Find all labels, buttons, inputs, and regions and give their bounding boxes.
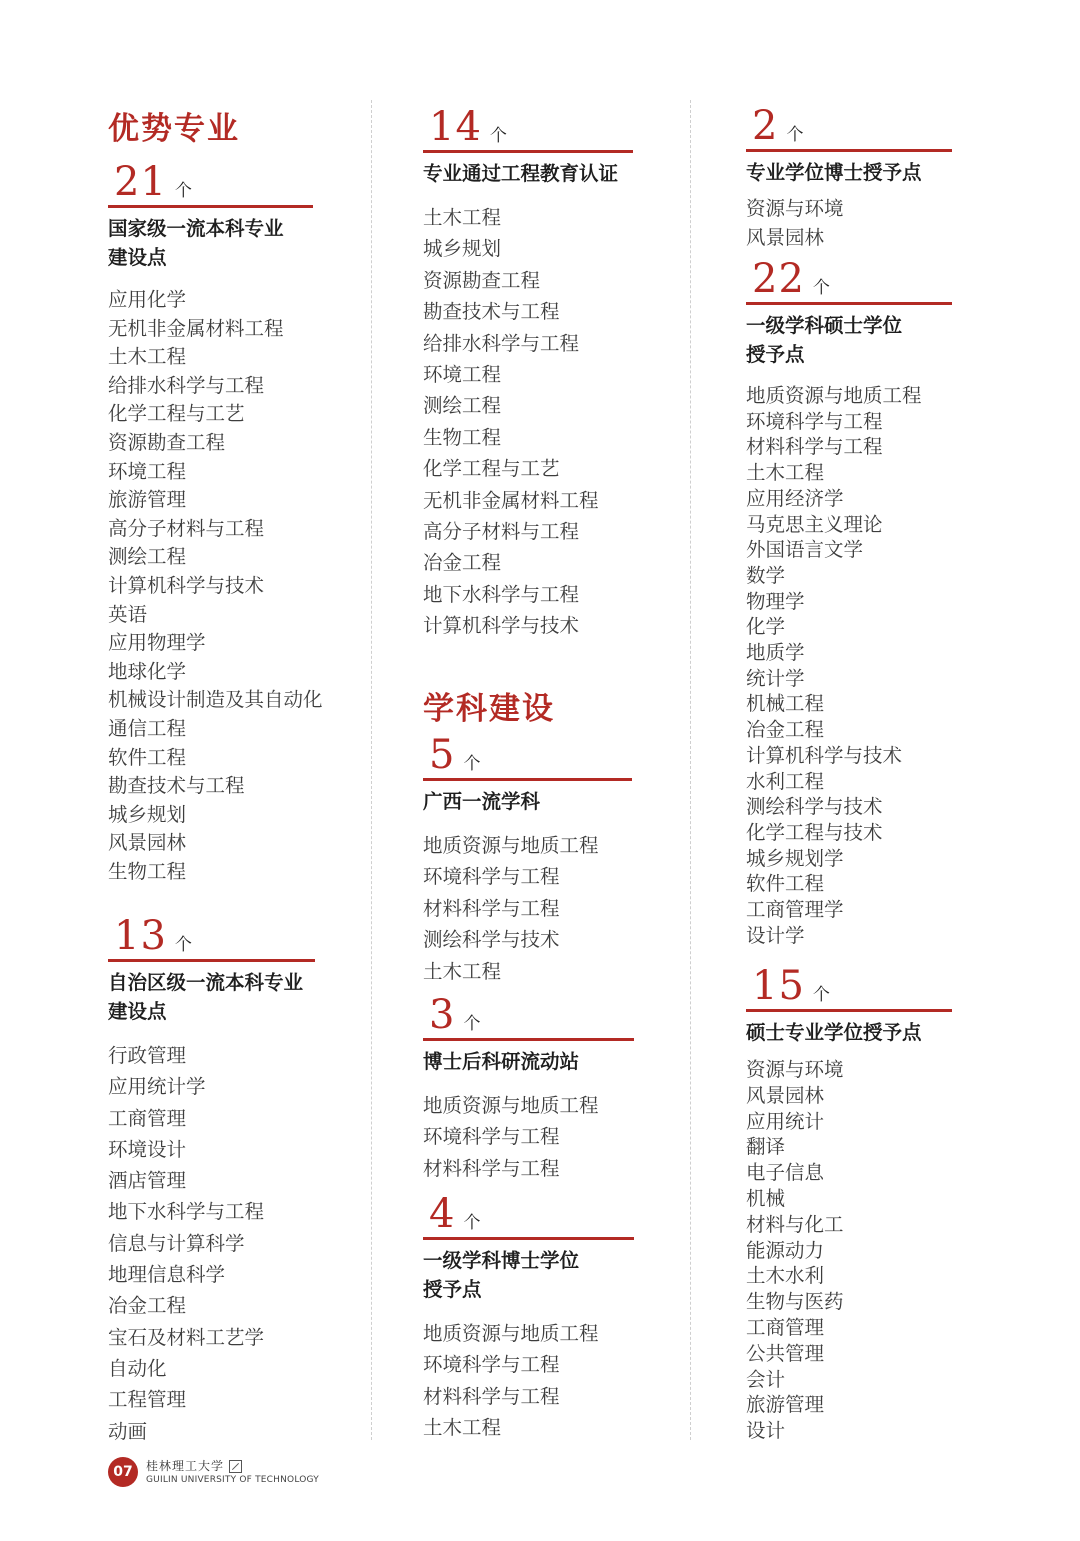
list-item: 环境科学与工程 xyxy=(423,1353,560,1377)
list-item: 工程管理 xyxy=(108,1388,187,1412)
list-item: 测绘工程 xyxy=(423,394,502,418)
list-item: 地质资源与地质工程 xyxy=(423,1094,599,1117)
list-item: 冶金工程 xyxy=(423,551,502,575)
list-item: 风景园林 xyxy=(746,225,825,249)
list-item: 土木工程 xyxy=(108,345,187,369)
count-number: 3 xyxy=(429,992,456,1038)
item-list xyxy=(423,830,632,987)
list-item: 化学 xyxy=(746,615,786,639)
count-number: 15 xyxy=(752,963,805,1009)
list-item: 土木工程 xyxy=(746,461,825,485)
count-number: 14 xyxy=(429,104,482,150)
count-row xyxy=(423,1190,634,1237)
count-row xyxy=(108,158,313,205)
list-item: 计算机科学与技术 xyxy=(423,614,580,638)
red-rule xyxy=(746,1009,952,1012)
item-list xyxy=(108,1040,315,1447)
list-item: 资源勘查工程 xyxy=(108,430,226,454)
list-item: 测绘工程 xyxy=(108,545,187,569)
list-item: 环境设计 xyxy=(108,1137,187,1161)
university-name-en: GUILIN UNIVERSITY OF TECHNOLOGY xyxy=(146,1474,319,1485)
count-unit: 个 xyxy=(174,181,192,201)
list-item: 机械工程 xyxy=(746,692,825,716)
list-item: 地下水科学与工程 xyxy=(423,582,580,606)
list-item: 高分子材料与工程 xyxy=(108,516,265,540)
page-footer xyxy=(108,1457,319,1487)
list-item: 材料科学与工程 xyxy=(423,1156,560,1180)
count-unit: 个 xyxy=(812,278,830,298)
block-postdoc-stations xyxy=(423,991,634,1184)
block-professional-master xyxy=(746,962,952,1444)
list-item: 软件工程 xyxy=(746,872,825,896)
count-unit: 个 xyxy=(463,754,481,774)
block-engineering-accreditation xyxy=(423,103,633,642)
count-unit: 个 xyxy=(174,935,192,955)
list-item: 环境科学与工程 xyxy=(746,409,883,433)
item-list xyxy=(423,1090,634,1184)
list-item: 地质资源与地质工程 xyxy=(423,834,599,857)
list-item: 高分子材料与工程 xyxy=(423,520,580,544)
list-item: 自动化 xyxy=(108,1356,167,1380)
list-item: 旅游管理 xyxy=(746,1393,825,1417)
count-row xyxy=(746,962,952,1009)
list-item: 无机非金属材料工程 xyxy=(423,488,599,512)
list-item: 统计学 xyxy=(746,666,805,690)
list-item: 地球化学 xyxy=(108,659,187,683)
list-item: 土木工程 xyxy=(423,959,502,983)
list-item: 材料科学与工程 xyxy=(423,1384,560,1408)
list-item: 地理信息科学 xyxy=(108,1263,226,1287)
list-item: 生物与医药 xyxy=(746,1290,844,1314)
item-list xyxy=(746,1057,952,1444)
count-row xyxy=(746,255,952,302)
university-label xyxy=(146,1459,319,1486)
list-item: 地下水科学与工程 xyxy=(108,1200,265,1224)
section-title-advantage: 优势专业 xyxy=(108,111,240,147)
list-item: 计算机科学与技术 xyxy=(108,573,265,597)
list-item: 环境科学与工程 xyxy=(423,1125,560,1149)
list-item: 应用经济学 xyxy=(746,486,844,510)
list-item: 土木水利 xyxy=(746,1264,825,1288)
list-item: 环境工程 xyxy=(423,363,502,387)
list-item: 工商管理 xyxy=(746,1315,825,1339)
count-number: 13 xyxy=(114,913,167,959)
list-item: 软件工程 xyxy=(108,745,187,769)
list-item: 给排水科学与工程 xyxy=(108,373,265,397)
list-item: 化学工程与工艺 xyxy=(423,457,560,481)
count-row xyxy=(108,912,315,959)
list-item: 材料与化工 xyxy=(746,1212,844,1236)
list-item: 外国语言文学 xyxy=(746,538,864,562)
list-item: 应用统计 xyxy=(746,1109,825,1133)
list-item: 翻译 xyxy=(746,1135,786,1159)
block-master-first-level xyxy=(746,255,952,948)
count-row xyxy=(746,102,952,149)
list-item: 给排水科学与工程 xyxy=(423,331,580,355)
list-item: 测绘科学与技术 xyxy=(746,795,883,819)
column-divider-1 xyxy=(371,100,372,1440)
list-item: 化学工程与工艺 xyxy=(108,402,245,426)
list-item: 马克思主义理论 xyxy=(746,512,883,536)
list-item: 机械 xyxy=(746,1186,786,1210)
list-item: 材料科学与工程 xyxy=(423,896,560,920)
list-item: 信息与计算科学 xyxy=(108,1231,245,1255)
block-guangxi-first-class xyxy=(423,731,632,987)
red-rule xyxy=(423,1237,634,1240)
count-row xyxy=(423,731,632,778)
item-list xyxy=(108,286,323,886)
list-item: 设计 xyxy=(746,1419,786,1443)
block-professional-doctoral xyxy=(746,102,952,252)
list-item: 资源与环境 xyxy=(746,1058,844,1081)
list-item: 勘查技术与工程 xyxy=(423,300,560,324)
list-item: 工商管理 xyxy=(108,1106,187,1130)
list-item: 动画 xyxy=(108,1419,148,1443)
count-row xyxy=(423,991,634,1038)
list-item: 城乡规划 xyxy=(108,802,187,826)
list-item: 生物工程 xyxy=(108,859,187,883)
block-doctoral-first-level xyxy=(423,1190,634,1444)
list-item: 城乡规划学 xyxy=(746,846,844,870)
count-row xyxy=(423,103,633,150)
block-title: 国家级一流本科专业 建设点 xyxy=(108,217,284,269)
item-list xyxy=(423,1318,634,1444)
list-item: 英语 xyxy=(108,602,148,626)
list-item: 酒店管理 xyxy=(108,1169,187,1193)
count-number: 2 xyxy=(752,103,779,149)
count-unit: 个 xyxy=(463,1014,481,1034)
item-list xyxy=(423,202,633,642)
list-item: 勘查技术与工程 xyxy=(108,774,245,798)
red-rule xyxy=(746,149,952,152)
list-item: 机械设计制造及其自动化 xyxy=(108,688,323,712)
list-item: 地质资源与地质工程 xyxy=(423,1322,599,1345)
list-item: 材料科学与工程 xyxy=(746,435,883,459)
block-title: 一级学科博士学位 授予点 xyxy=(423,1249,580,1301)
block-title: 专业通过工程教育认证 xyxy=(423,162,619,185)
count-number: 22 xyxy=(752,256,805,302)
count-number: 21 xyxy=(114,159,167,205)
list-item: 城乡规划 xyxy=(423,237,502,261)
list-item: 地质学 xyxy=(746,641,805,665)
list-item: 宝石及材料工艺学 xyxy=(108,1325,265,1349)
list-item: 通信工程 xyxy=(108,716,187,740)
list-item: 会计 xyxy=(746,1367,786,1391)
list-item: 数学 xyxy=(746,563,786,587)
list-item: 地质资源与地质工程 xyxy=(746,384,922,407)
list-item: 化学工程与技术 xyxy=(746,820,883,844)
block-title: 硕士专业学位授予点 xyxy=(746,1021,922,1044)
list-item: 冶金工程 xyxy=(746,718,825,742)
block-title: 一级学科硕士学位 授予点 xyxy=(746,314,903,366)
column-divider-2 xyxy=(690,100,691,1440)
university-logo-icon xyxy=(229,1460,242,1473)
list-item: 冶金工程 xyxy=(108,1294,187,1318)
list-item: 生物工程 xyxy=(423,425,502,449)
count-unit: 个 xyxy=(463,1213,481,1233)
list-item: 资源与环境 xyxy=(746,197,844,220)
count-number: 4 xyxy=(429,1191,456,1237)
red-rule xyxy=(423,150,633,153)
list-item: 电子信息 xyxy=(746,1161,825,1185)
block-title: 博士后科研流动站 xyxy=(423,1050,580,1073)
list-item: 行政管理 xyxy=(108,1044,187,1067)
block-title: 专业学位博士授予点 xyxy=(746,161,922,184)
list-item: 物理学 xyxy=(746,589,805,613)
item-list xyxy=(746,383,952,948)
list-item: 环境工程 xyxy=(108,459,187,483)
list-item: 无机非金属材料工程 xyxy=(108,316,284,340)
list-item: 旅游管理 xyxy=(108,488,187,512)
list-item: 土木工程 xyxy=(423,206,502,229)
list-item: 土木工程 xyxy=(423,1416,502,1440)
red-rule xyxy=(746,302,952,305)
university-row xyxy=(146,1459,319,1474)
list-item: 能源动力 xyxy=(746,1238,825,1262)
list-item: 风景园林 xyxy=(108,831,187,855)
list-item: 应用化学 xyxy=(108,288,187,311)
list-item: 计算机科学与技术 xyxy=(746,743,903,767)
list-item: 工商管理学 xyxy=(746,898,844,922)
red-rule xyxy=(108,959,315,962)
count-number: 5 xyxy=(429,732,456,778)
section-title-discipline: 学科建设 xyxy=(423,691,555,727)
list-item: 环境科学与工程 xyxy=(423,865,560,889)
list-item: 测绘科学与技术 xyxy=(423,928,560,952)
block-regional-first-class xyxy=(108,912,315,1447)
list-item: 应用统计学 xyxy=(108,1075,206,1099)
list-item: 资源勘查工程 xyxy=(423,268,541,292)
count-unit: 个 xyxy=(786,125,804,145)
block-title: 自治区级一流本科专业 建设点 xyxy=(108,971,304,1023)
item-list xyxy=(746,195,952,252)
list-item: 应用物理学 xyxy=(108,631,206,655)
red-rule xyxy=(423,1038,634,1041)
list-item: 风景园林 xyxy=(746,1083,825,1107)
count-unit: 个 xyxy=(489,126,507,146)
list-item: 公共管理 xyxy=(746,1341,825,1365)
block-national-first-class xyxy=(108,158,323,886)
university-name-cn: 桂林理工大学 xyxy=(146,1458,225,1473)
count-unit: 个 xyxy=(812,985,830,1005)
red-rule xyxy=(108,205,313,208)
block-title: 广西一流学科 xyxy=(423,790,541,813)
page-number-badge: 07 xyxy=(108,1457,138,1487)
red-rule xyxy=(423,778,632,781)
list-item: 水利工程 xyxy=(746,769,825,793)
list-item: 设计学 xyxy=(746,923,805,947)
